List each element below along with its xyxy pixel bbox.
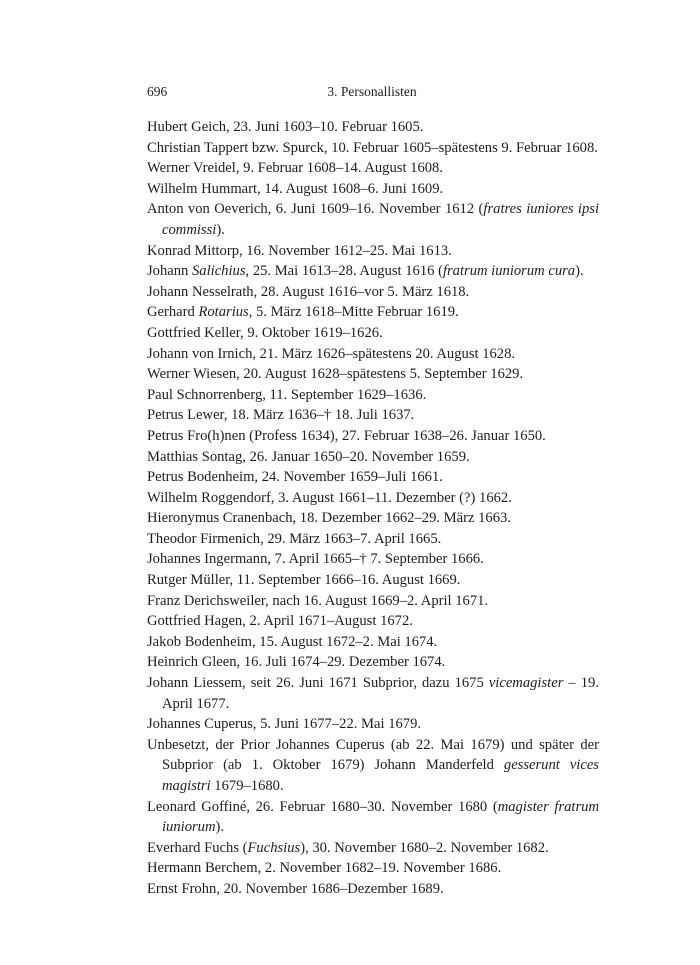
- list-item: [147, 879, 599, 900]
- italic-run: fratrum iuniorum cura: [442, 263, 576, 280]
- list-item: [147, 838, 599, 859]
- italic-run: Fuchsius: [247, 839, 301, 856]
- text-run: Christian Tappert bzw. Spurck, 10. Februar 1605–spätestens 9. Februar 1608.: [147, 139, 598, 156]
- list-item: [147, 138, 599, 159]
- text-run: Werner Wiesen, 20. August 1628–spätestens 5. September 1629.: [147, 366, 524, 383]
- list-item: [147, 611, 599, 632]
- text-run: Petrus Fro(h)nen (Profess 1634), 27. Februar 1638–26. Januar 1650.: [147, 427, 546, 444]
- text-run: Everhard Fuchs (: [147, 839, 248, 856]
- list-item: [147, 364, 599, 385]
- list-item: [147, 405, 599, 426]
- italic-run: magister fratrum iuniorum: [162, 798, 599, 836]
- page-number: 696: [147, 84, 168, 99]
- list-item: [147, 673, 599, 714]
- text-run: Hieronymus Cranenbach, 18. Dezember 1662–29. März 1663.: [147, 510, 511, 527]
- text-run: Paul Schnorrenberg, 11. September 1629–1636.: [147, 386, 427, 403]
- list-item: [147, 467, 599, 488]
- text-run: Wilhelm Roggendorf, 3. August 1661–11. Dezember (?) 1662.: [147, 489, 512, 506]
- text-run: Johann: [147, 263, 192, 280]
- text-run: ).: [215, 819, 225, 836]
- list-item: [147, 241, 599, 262]
- text-run: , 5. März 1618–Mitte Februar 1619.: [248, 304, 459, 321]
- italic-run: Salichius: [192, 263, 246, 280]
- page-header: [147, 84, 597, 104]
- list-item: [147, 797, 599, 838]
- text-run: Gottfried Hagen, 2. April 1671–August 1672.: [147, 613, 413, 630]
- list-item: [147, 323, 599, 344]
- text-run: Heinrich Gleen, 16. Juli 1674–29. Dezember 1674.: [147, 654, 446, 671]
- text-run: Petrus Lewer, 18. März 1636–† 18. Juli 1637.: [147, 407, 415, 424]
- text-run: Rutger Müller, 11. September 1666–16. August 1669.: [147, 572, 461, 589]
- list-item: [147, 117, 599, 138]
- text-run: Gottfried Keller, 9. Oktober 1619–1626.: [147, 324, 383, 341]
- list-item: [147, 426, 599, 447]
- list-item: [147, 261, 599, 282]
- text-run: ).: [575, 263, 584, 280]
- list-item: [147, 179, 599, 200]
- list-item: [147, 344, 599, 365]
- list-item: [147, 302, 599, 323]
- list-item: [147, 199, 599, 240]
- italic-run: fratres iuniores ipsi commissi: [162, 201, 599, 238]
- list-item: [147, 632, 599, 653]
- text-run: Franz Derichsweiler, nach 16. August 1669–2. April 1671.: [147, 592, 489, 609]
- text-run: , 25. Mai 1613–28. August 1616 (: [245, 263, 443, 280]
- text-run: Johann Nesselrath, 28. August 1616–vor 5. März 1618.: [147, 283, 470, 300]
- list-item: [147, 447, 599, 468]
- list-item: [147, 488, 599, 509]
- list-item: [147, 591, 599, 612]
- text-run: Theodor Firmenich, 29. März 1663–7. April 1665.: [147, 530, 442, 547]
- text-run: Unbesetzt, der Prior Johannes Cuperus (ab 22. Mai 1679) und später der Subprior (ab 1. Oktober 1679) Johann Manderfeld: [147, 736, 599, 774]
- list-item: [147, 652, 599, 673]
- list-item: [147, 529, 599, 550]
- list-item: [147, 549, 599, 570]
- text-run: Hermann Berchem, 2. November 1682–19. November 1686.: [147, 860, 502, 877]
- text-run: Petrus Bodenheim, 24. November 1659–Juli 1661.: [147, 469, 443, 486]
- running-title: 3. Personallisten: [327, 84, 417, 99]
- text-run: Johannes Cuperus, 5. Juni 1677–22. Mai 1679.: [147, 716, 422, 733]
- text-run: ).: [216, 221, 225, 238]
- text-run: Johann von Irnich, 21. März 1626–spätestens 20. August 1628.: [147, 345, 516, 362]
- italic-run: Rotarius: [198, 304, 249, 321]
- personnel-list: [147, 117, 599, 900]
- text-run: Konrad Mittorp, 16. November 1612–25. Mai 1613.: [147, 242, 452, 259]
- list-item: [147, 858, 599, 879]
- text-run: Ernst Frohn, 20. November 1686–Dezember 1689.: [147, 880, 444, 897]
- list-item: [147, 570, 599, 591]
- text-run: Gerhard: [147, 304, 199, 321]
- text-run: Hubert Geich, 23. Juni 1603–10. Februar 1605.: [147, 119, 424, 135]
- text-run: – 19. April 1677.: [162, 675, 599, 712]
- text-run: Wilhelm Hummart, 14. August 1608–6. Juni 1609.: [147, 180, 444, 197]
- list-item: [147, 735, 599, 797]
- text-run: Werner Vreidel, 9. Februar 1608–14. August 1608.: [147, 160, 443, 177]
- list-item: [147, 158, 599, 179]
- list-item: [147, 282, 599, 303]
- list-item: [147, 508, 599, 529]
- text-run: Leonard Goffiné, 26. Februar 1680–30. November 1680 (: [147, 798, 498, 815]
- list-item: [147, 385, 599, 406]
- text-run: 1679–1680.: [210, 778, 284, 794]
- italic-run: gesserunt vices magistri: [162, 757, 599, 794]
- text-run: Anton von Oeverich, 6. Juni 1609–16. November 1612 (: [147, 201, 484, 218]
- text-run: Matthias Sontag, 26. Januar 1650–20. November 1659.: [147, 448, 470, 465]
- list-item: [147, 714, 599, 735]
- text-run: Jakob Bodenheim, 15. August 1672–2. Mai 1674.: [147, 633, 438, 650]
- italic-run: vicemagister: [488, 675, 564, 692]
- text-run: Johann Liessem, seit 26. Juni 1671 Subprior, dazu 1675: [147, 675, 489, 692]
- text-run: ), 30. November 1680–2. November 1682.: [300, 839, 549, 856]
- text-run: Johannes Ingermann, 7. April 1665–† 7. September 1666.: [147, 551, 484, 568]
